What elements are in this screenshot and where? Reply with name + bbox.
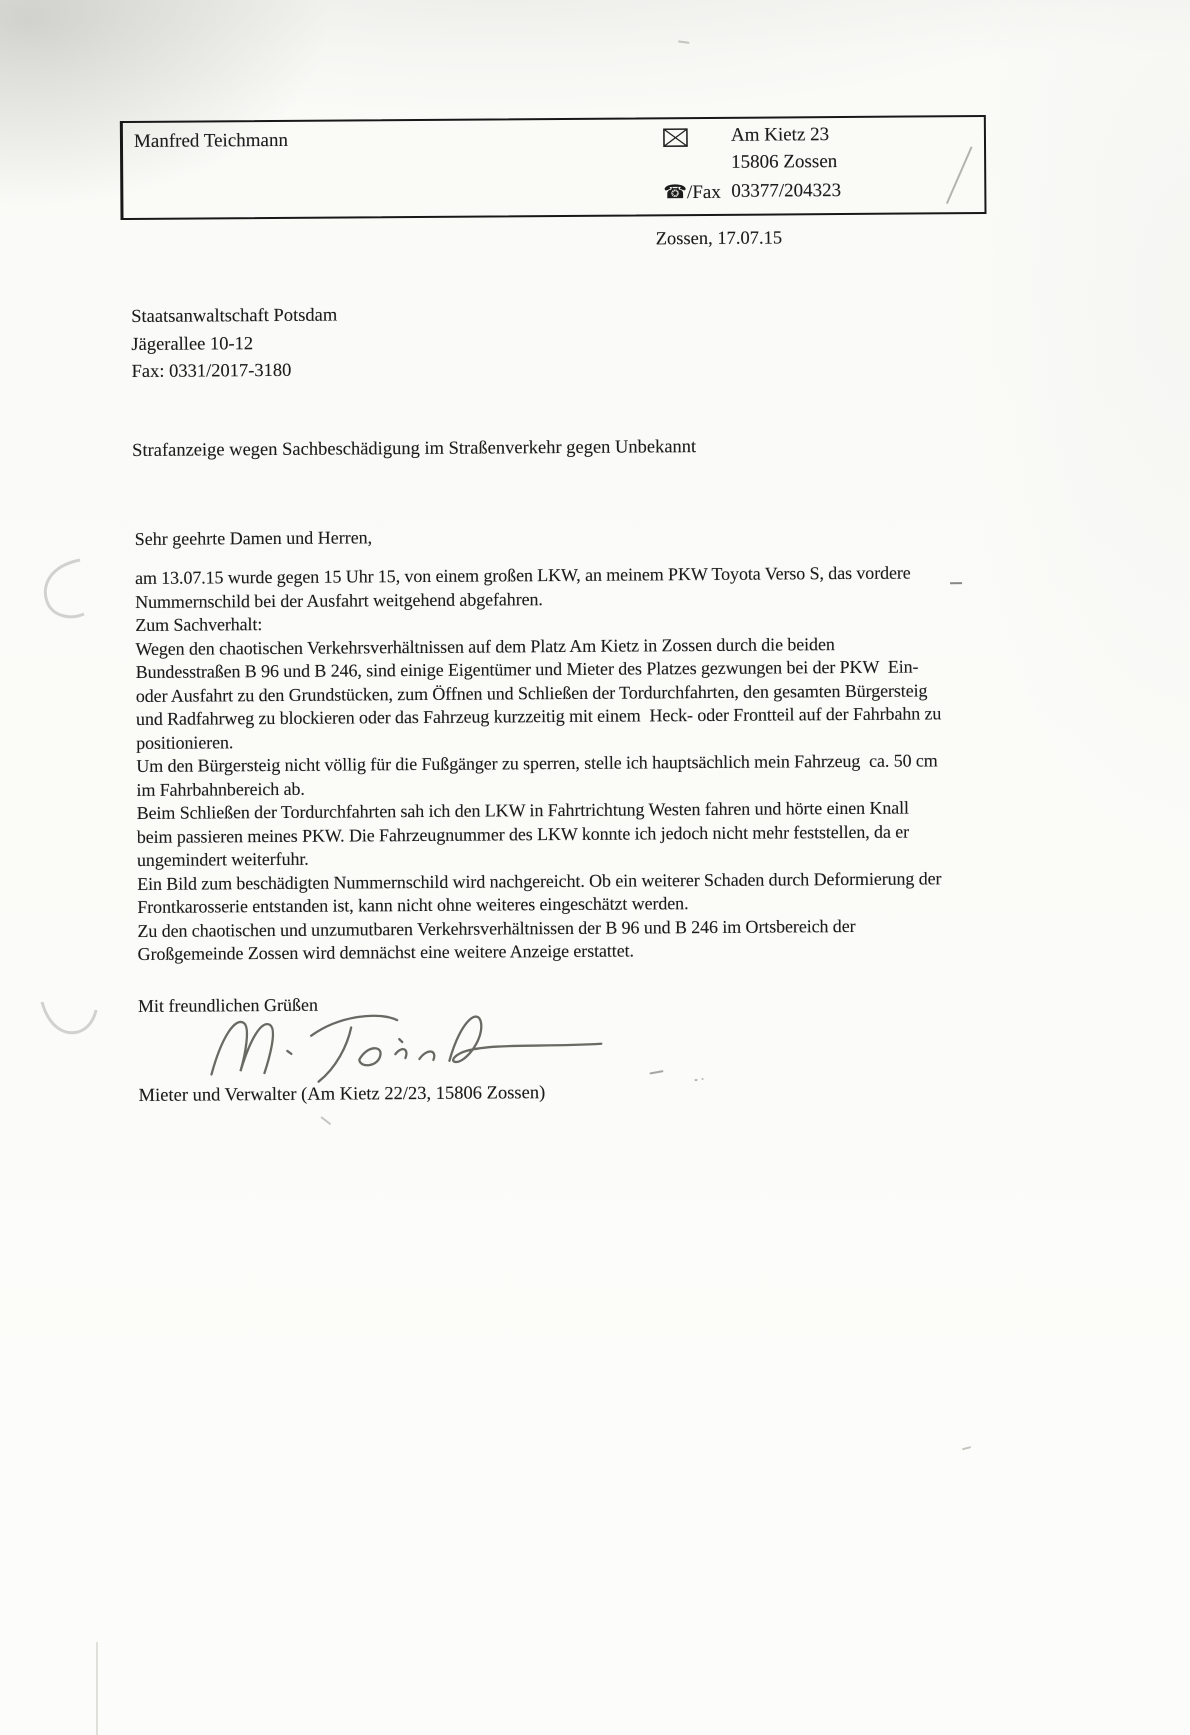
phone-fax-label: /Fax [686, 181, 721, 204]
body-line: im Fahrbahnbereich ab. [136, 778, 305, 800]
sender-address-city: 15806 Zossen [731, 151, 838, 173]
scan-artifact-underscore [950, 582, 962, 584]
salutation: Sehr geehrte Damen und Herren, [134, 527, 373, 549]
recipient-line: Fax: 0331/2017-3180 [131, 360, 292, 382]
sender-info-box [120, 115, 987, 220]
scan-artifact-dash [678, 40, 689, 43]
body-line: ungemindert weiterfuhr. [136, 848, 309, 870]
sender-address-street: Am Kietz 23 [730, 124, 830, 146]
body-line: Ein Bild zum beschädigten Nummernschild wird nachgereicht. Ob ein weiterer Schaden durch Deformierung der [137, 867, 942, 894]
phone-icon: ☎ [663, 181, 688, 204]
body-line: Um den Bürgersteig nicht völlig für die Fußgänger zu sperren, stelle ich hauptsächlich mein Fahrzeug ca. 50 cm [136, 750, 938, 776]
body-line: Nummernschild bei der Ausfahrt weitgehend abgefahren. [135, 588, 543, 612]
scan-artifact-pencil-dash [649, 1070, 663, 1074]
scan-artifact-tick [320, 1116, 331, 1125]
subject-line: Strafanzeige wegen Sachbeschädigung im Straßenverkehr gegen Unbekannt [132, 437, 697, 461]
scan-artifact-pencil-dots [695, 1078, 705, 1082]
handwritten-signature [199, 998, 610, 1089]
envelope-icon [663, 128, 688, 147]
body-line: positionieren. [136, 731, 234, 753]
phone-fax-number: 03377/204323 [731, 180, 842, 202]
body-line: Wegen den chaotischen Verkehrsverhältnissen auf dem Platz Am Kietz in Zossen durch die beiden [135, 633, 835, 659]
letter-body [135, 561, 943, 966]
closing-phrase: Mit freundlichen Grüßen [137, 994, 319, 1016]
body-line: beim passieren meines PKW. Die Fahrzeugnummer des LKW konnte ich jedoch nicht mehr feststellen, da er [136, 821, 910, 847]
body-line: am 13.07.15 wurde gegen 15 Uhr 15, von einem großen LKW, an meinem PKW Toyota Verso S, das vordere [134, 562, 911, 588]
recipient-address [131, 303, 338, 387]
body-line: Zu den chaotischen und unzumutbaren Verkehrsverhältnissen der B 96 und B 246 im Ortsbereich der [137, 915, 856, 941]
scan-artifact-mark [962, 1445, 974, 1451]
body-line: Zum Sachverhalt: [135, 614, 263, 635]
body-line: Frontkarosserie entstanden ist, kann nicht ohne weiteres eingeschätzt werden. [137, 893, 689, 917]
sender-address [731, 121, 837, 176]
body-line: oder Ausfahrt zu den Grundstücken, zum Öffnen und Schließen der Tordurchfahrten, den gesamten Bürgersteig [135, 679, 928, 706]
dateline: Zossen, 17.07.15 [655, 228, 783, 250]
sender-name: Manfred Teichmann [133, 129, 289, 152]
body-line: und Radfahrweg zu blockieren oder das Fahrzeug kurzzeitig mit einem Heck- oder Frontteil auf der Fahrbahn zu [135, 703, 942, 729]
signoff-role-line: Mieter und Verwalter (Am Kietz 22/23, 15806 Zossen) [138, 1083, 546, 1106]
recipient-line: Jägerallee 10-12 [131, 333, 254, 355]
body-line: Bundesstraßen B 96 und B 246, sind einige Eigentümer und Mieter des Platzes gezwungen bei der PKW Ein- [135, 656, 919, 682]
recipient-line: Staatsanwaltschaft Potsdam [131, 305, 338, 327]
phone-fax-row [663, 180, 842, 204]
body-line: Beim Schließen der Tordurchfahrten sah ich den LKW in Fahrtrichtung Westen fahren und hörte einen Knall [136, 797, 909, 823]
body-line: Großgemeinde Zossen wird demnächst eine weitere Anzeige erstattet. [137, 940, 634, 964]
